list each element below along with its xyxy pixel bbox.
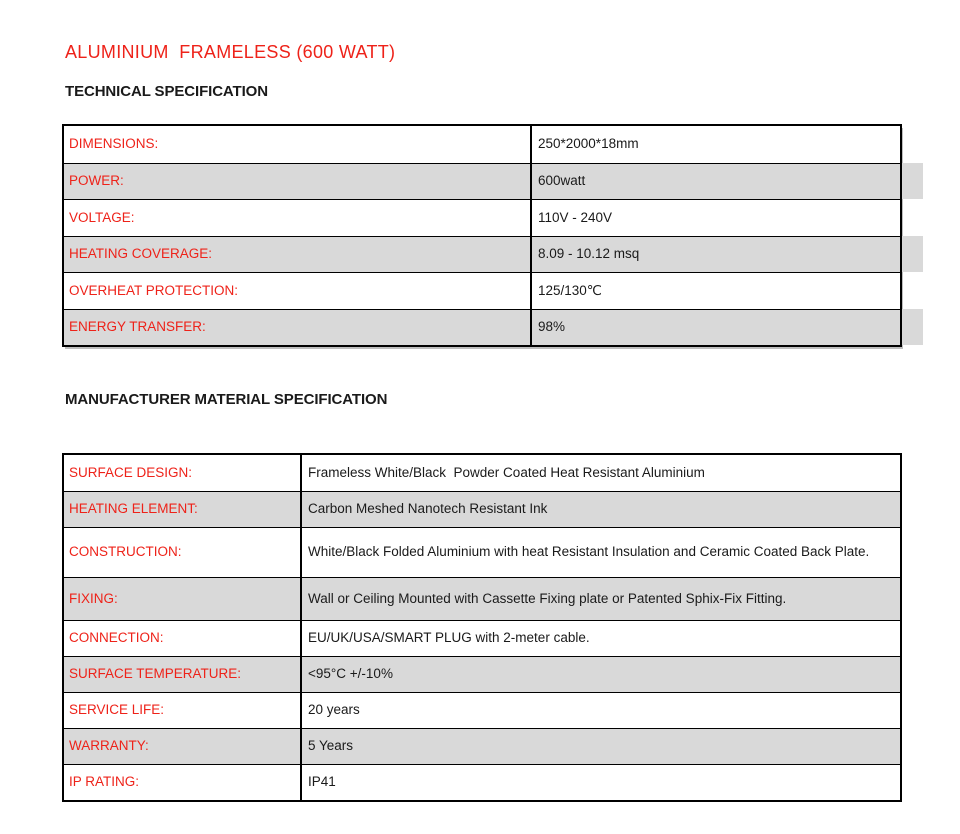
row-label: CONNECTION:: [69, 630, 164, 646]
table-row: [64, 126, 900, 163]
table-row: [64, 455, 900, 491]
row-label: IP RATING:: [69, 774, 140, 790]
row-value: <95°C +/-10%: [300, 657, 900, 692]
table-row: [64, 728, 900, 764]
row-label: WARRANTY:: [69, 738, 149, 754]
manufacturer-material-specification-table: [62, 453, 902, 802]
row-label: SURFACE TEMPERATURE:: [69, 666, 242, 682]
table-row: [64, 620, 900, 656]
row-value: 5 Years: [300, 729, 900, 764]
row-value: 250*2000*18mm: [530, 126, 900, 163]
table-row: [64, 272, 900, 309]
table-row: [64, 764, 900, 800]
row-label: DIMENSIONS:: [69, 136, 159, 152]
table-row: [64, 236, 900, 273]
page-title: ALUMINIUM FRAMELESS (600 WATT): [65, 42, 396, 62]
table-row: [64, 309, 900, 346]
table-row: [64, 692, 900, 728]
row-label: HEATING COVERAGE:: [69, 246, 213, 262]
row-label: SERVICE LIFE:: [69, 702, 165, 718]
row-value: 8.09 - 10.12 msq: [530, 237, 900, 273]
row-label: CONSTRUCTION:: [69, 544, 182, 560]
row-value: White/Black Folded Aluminium with heat Resistant Insulation and Ceramic Coated Back Plate.: [300, 528, 900, 577]
row-value: 98%: [530, 310, 900, 346]
row-value: 20 years: [300, 693, 900, 728]
row-label: OVERHEAT PROTECTION:: [69, 282, 239, 298]
technical-specification-heading: TECHNICAL SPECIFICATION: [65, 83, 268, 100]
row-value: EU/UK/USA/SMART PLUG with 2-meter cable.: [300, 621, 900, 656]
row-value: IP41: [300, 765, 900, 800]
manufacturer-material-specification-heading: MANUFACTURER MATERIAL SPECIFICATION: [65, 391, 388, 408]
row-value: Carbon Meshed Nanotech Resistant Ink: [300, 492, 900, 527]
table-row: [64, 163, 900, 200]
table-row: [64, 656, 900, 692]
row-value: 600watt: [530, 164, 900, 200]
row-label: POWER:: [69, 173, 124, 189]
row-label: SURFACE DESIGN:: [69, 464, 193, 480]
technical-specification-table: [62, 124, 902, 347]
row-label: ENERGY TRANSFER:: [69, 319, 206, 335]
row-value: 125/130℃: [530, 273, 900, 309]
row-label: HEATING ELEMENT:: [69, 501, 198, 517]
row-value: Frameless White/Black Powder Coated Heat Resistant Aluminium: [300, 455, 900, 491]
row-value: 110V - 240V: [530, 200, 900, 236]
row-label: VOLTAGE:: [69, 209, 135, 225]
table-row: [64, 199, 900, 236]
table-row: [64, 491, 900, 527]
row-value: Wall or Ceiling Mounted with Cassette Fixing plate or Patented Sphix-Fix Fitting.: [300, 578, 900, 620]
table-row: [64, 577, 900, 620]
table-row: [64, 527, 900, 577]
row-label: FIXING:: [69, 590, 118, 606]
